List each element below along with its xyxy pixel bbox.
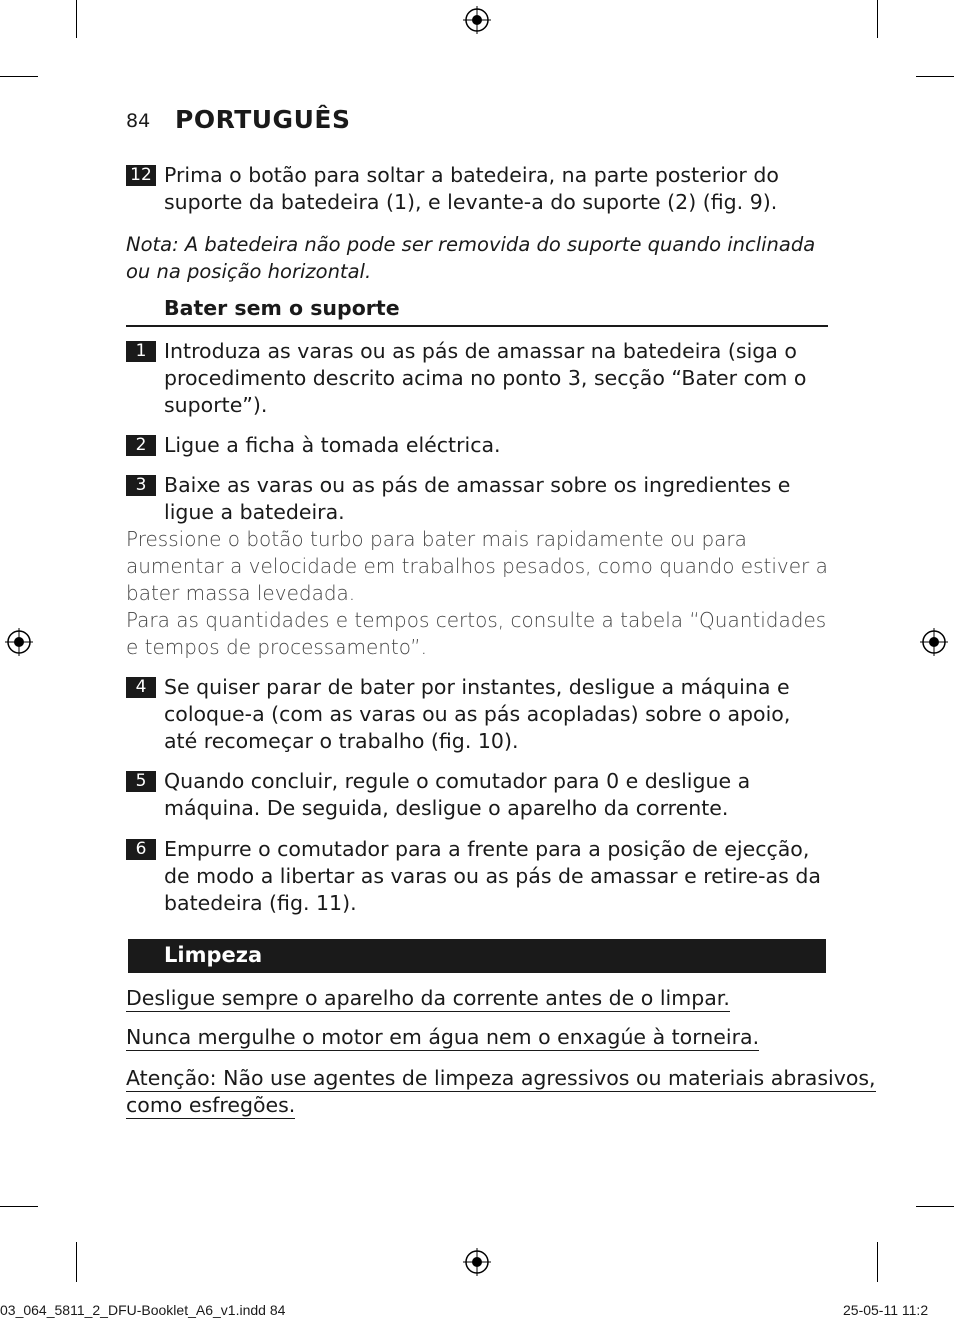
warning-line: Nunca mergulhe o motor em água nem o enxagúe à torneira.	[126, 1025, 760, 1049]
step-number-badge: 12	[126, 165, 156, 186]
section-header-bar	[128, 939, 826, 973]
step-text: Introduza as varas ou as pás de amassar na batedeira (siga o procedimento descrito acima no ponto 3, secção “Bater com o suporte”).	[164, 339, 807, 417]
step-5	[126, 768, 828, 822]
crop-mark	[916, 1206, 954, 1207]
step-number-badge: 3	[126, 475, 156, 496]
step-12	[126, 162, 828, 216]
step-number-badge: 4	[126, 677, 156, 698]
step-number-badge: 2	[126, 435, 156, 456]
tip-text: Pressione o botão turbo para bater mais rapidamente ou para aumentar a velocidade em trabalhos pesados, como quando estiver a bater massa levedada.	[126, 527, 828, 605]
step-text: Ligue a ficha à tomada eléctrica.	[164, 433, 501, 457]
crop-mark	[0, 1206, 38, 1207]
footer-file: 03_064_5811_2_DFU-Booklet_A6_v1.indd 84	[0, 1302, 286, 1318]
step-text: Empurre o comutador para a frente para a posição de ejecção, de modo a libertar as varas ou as pás de amassar e retire-as da batedeira (fig. 11).	[164, 837, 821, 915]
step-1	[126, 338, 828, 419]
crop-mark	[877, 0, 878, 38]
step-3	[126, 472, 828, 526]
step-number-badge: 6	[126, 839, 156, 860]
step-6	[126, 836, 828, 917]
step-2	[126, 432, 828, 459]
crop-mark	[76, 0, 77, 38]
note-text: Nota: A batedeira não pode ser removida do suporte quando inclinada ou na posição horizontal.	[126, 233, 816, 283]
warning-text	[126, 1024, 759, 1051]
step-number-badge: 1	[126, 341, 156, 362]
crop-mark	[0, 76, 38, 77]
warning-line: Atenção: Não use agentes de limpeza agressivos ou materiais abrasivos,	[126, 1066, 876, 1090]
registration-mark-icon	[919, 627, 949, 657]
crop-mark	[76, 1242, 77, 1282]
warning-line: Desligue sempre o aparelho da corrente antes de o limpar.	[126, 986, 730, 1010]
crop-mark	[877, 1242, 878, 1282]
tip-text: Para as quantidades e tempos certos, consulte a tabela “Quantidades e tempos de processamento”.	[126, 608, 827, 659]
page-title: PORTUGUÊS	[175, 105, 351, 134]
registration-mark-icon	[4, 627, 34, 657]
registration-mark-icon	[462, 5, 492, 35]
warning-text	[126, 985, 730, 1012]
step-text: Baixe as varas ou as pás de amassar sobre os ingredientes e ligue a batedeira.	[164, 473, 791, 524]
crop-mark	[916, 76, 954, 77]
page-number: 84	[126, 110, 151, 132]
step-text: Se quiser parar de bater por instantes, desligue a máquina e coloque-a (com as varas ou as pás acopladas) sobre o apoio, até recomeçar o trabalho (fig. 10).	[164, 675, 791, 753]
subsection-rule	[126, 325, 828, 327]
step-4	[126, 674, 828, 755]
warning-text	[126, 1065, 876, 1092]
section-title: Limpeza	[164, 943, 263, 967]
registration-mark-icon	[462, 1247, 492, 1277]
step-text: Prima o botão para soltar a batedeira, na parte posterior do suporte da batedeira (1), e levante-a do suporte (2) (fig. 9).	[164, 163, 779, 214]
warning-text	[126, 1092, 295, 1119]
step-number-badge: 5	[126, 771, 156, 792]
step-text: Quando concluir, regule o comutador para 0 e desligue a máquina. De seguida, desligue o aparelho da corrente.	[164, 769, 751, 820]
warning-line: como esfregões.	[126, 1093, 296, 1117]
subsection-title: Bater sem o suporte	[164, 296, 400, 320]
footer-date: 25-05-11 11:2	[843, 1302, 929, 1318]
